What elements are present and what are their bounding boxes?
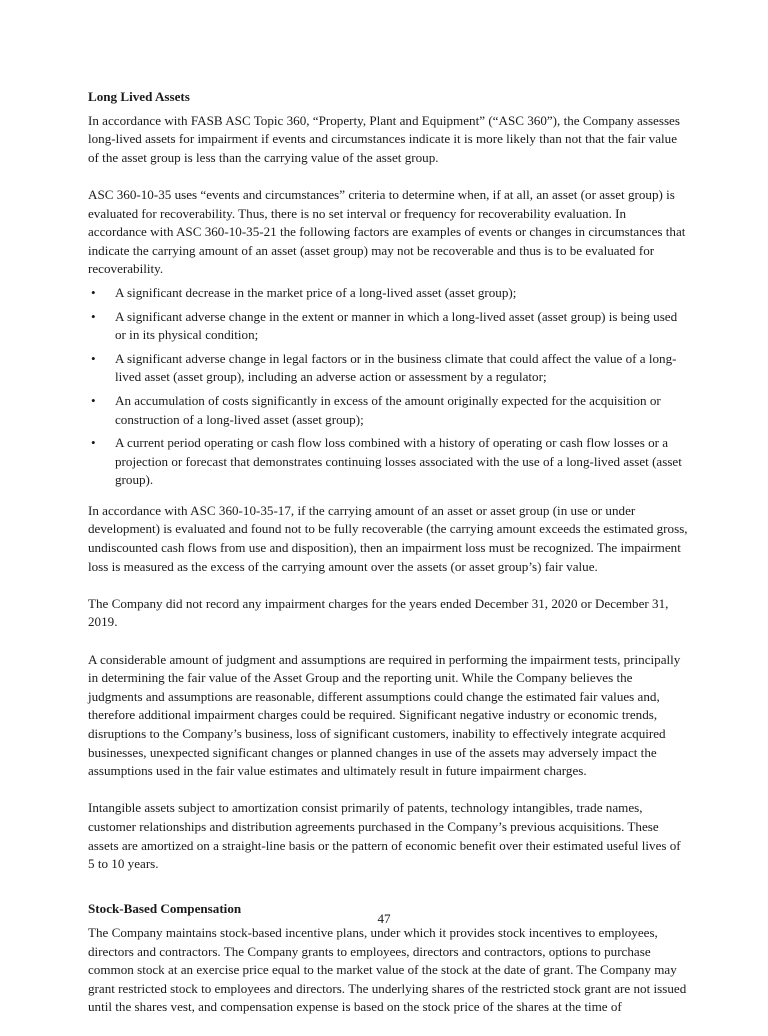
bullet-icon: • xyxy=(91,284,96,300)
bullet-icon: • xyxy=(91,350,96,366)
list-item-text: A significant decrease in the market price of a long-lived asset (asset group); xyxy=(115,284,517,300)
paragraph-judgment-assumptions: A considerable amount of judgment and assumptions are required in performing the impairment tests, principally in determining the fair value of the Asset Group and the reporting unit. While the Company believes the judgments and assumptions are reasonable, different assumptions could change the estimated fair values and, therefore additional impairment charges could be required. Significant negative industry or economic trends, disruptions to the Company’s business, loss of significant customers, inability to effectively integrate acquired businesses, unexpected significant changes or planned changes in use of the assets may adversely impact the assumptions used in the fair value estimates and ultimately result in future impairment charges. xyxy=(88,651,681,779)
bullet-icon: • xyxy=(91,392,96,408)
paragraph-events-circumstances: ASC 360-10-35 uses “events and circumstances” criteria to determine when, if at all, an asset (or asset group) is evaluated for recoverability. Thus, there is no set interval or frequency for recoverability evaluation. In accordance with ASC 360-10-35-21 the following factors are examples of events or changes in circumstances that indicate the carrying amount of an asset (asset group) may not be recoverable and thus is to be evaluated for recoverability. xyxy=(88,186,686,277)
list-item-text: A significant adverse change in legal factors or in the business climate that could affect the value of a long-lived asset (asset group), including an adverse action or assessment by a regulator; xyxy=(115,350,677,385)
section-heading-long-lived-assets: Long Lived Assets xyxy=(88,89,190,104)
bullet-icon: • xyxy=(91,435,96,451)
paragraph-intangible-assets: Intangible assets subject to amortization consist primarily of patents, technology intangibles, trade names, customer relationships and distribution agreements purchased in the Company’s previous acquisitions. These assets are amortized on a straight-line basis or the pattern of economic benefit over their estimated useful lives of 5 to 10 years. xyxy=(88,800,681,872)
list-item xyxy=(88,392,688,429)
list-item xyxy=(88,350,688,387)
document-page xyxy=(88,88,688,1036)
paragraph-impairment-measurement: In accordance with ASC 360-10-35-17, if the carrying amount of an asset or asset group (in use or under development) is evaluated and found not to be fully recoverable (the carrying amount exceeds the estimated gross, undiscounted cash flows from use and disposition), then an impairment loss must be recognized. The impairment loss is measured as the excess of the carrying amount over the assets (or asset group’s) fair value. xyxy=(88,502,688,574)
list-item xyxy=(88,434,688,490)
section-spacer xyxy=(88,892,688,900)
list-item xyxy=(88,308,688,345)
list-item-text: A significant adverse change in the extent or manner in which a long-lived asset (asset group) is being used or in its physical condition; xyxy=(115,308,678,343)
page-number: 47 xyxy=(377,911,391,926)
list-item-text: A current period operating or cash flow loss combined with a history of operating or cash flow losses or a projection or forecast that demonstrates continuing losses associated with the use of a long-lived asset (asset group). xyxy=(115,435,682,488)
paragraph-stock-based-compensation: The Company maintains stock-based incentive plans, under which it provides stock incentives to employees, directors and contractors. The Company grants to employees, directors and contractors, options to purchase common stock at an exercise price equal to the market value of the stock at the date of grant. The Company may grant restricted stock to employees and directors. The underlying shares of the restricted stock grant are not issued until the shares vest, and compensation expense is based on the stock price of the shares at the time of xyxy=(88,924,687,1015)
paragraph-no-impairment-charges: The Company did not record any impairment charges for the years ended December 31, 2020 or December 31, 2019. xyxy=(88,595,669,630)
paragraph-asc-360-intro: In accordance with FASB ASC Topic 360, “Property, Plant and Equipment” (“ASC 360”), the Company assesses long-lived assets for impairment if events and circumstances indicate it is more likely than not that the fair value of the asset group is less than the carrying value of the asset group. xyxy=(88,112,680,165)
section-heading-stock-based-compensation: Stock-Based Compensation xyxy=(88,901,242,917)
impairment-indicators-list xyxy=(88,284,688,490)
list-item xyxy=(88,284,688,303)
bullet-icon: • xyxy=(91,308,96,324)
list-item-text: An accumulation of costs significantly in excess of the amount originally expected for the acquisition or construction of a long-lived asset (asset group); xyxy=(115,392,661,427)
